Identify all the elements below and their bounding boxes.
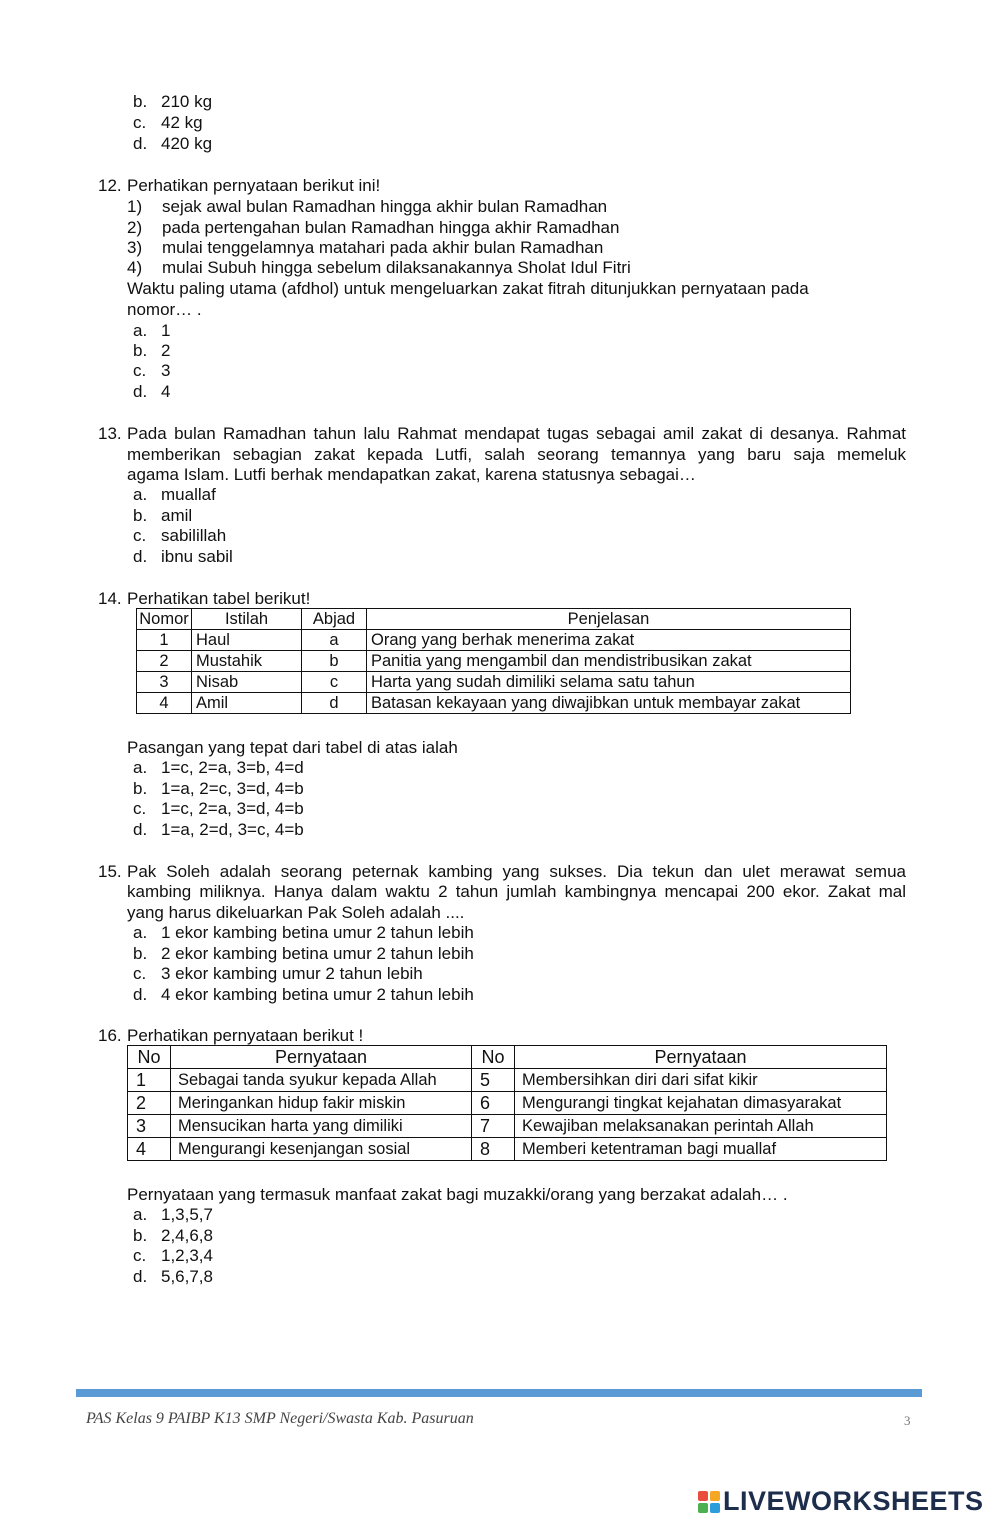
table-header-row xyxy=(137,609,851,630)
option-b[interactable]: b. 2 ekor kambing betina umur 2 tahun lebih xyxy=(133,944,474,963)
option-d[interactable]: d. 5,6,7,8 xyxy=(133,1267,213,1286)
option-d[interactable]: d. 1=a, 2=d, 3=c, 4=b xyxy=(133,820,304,839)
table-header: Penjelasan xyxy=(367,609,851,630)
liveworksheets-brand[interactable] xyxy=(698,1486,984,1517)
table-row: 2 Mustahik b Panitia yang mengambil dan mendistribusikan zakat xyxy=(137,651,851,672)
footer-divider xyxy=(76,1389,922,1397)
question-15-text: kambing miliknya. Hanya dalam waktu 2 tahun jumlah kambingnya mencapai 200 ekor. Zakat mal xyxy=(127,882,906,901)
option-c[interactable]: c. sabilillah xyxy=(133,526,227,545)
table-row: 4 Mengurangi kesenjangan sosial 8 Memberi ketentraman bagi muallaf xyxy=(128,1138,887,1161)
question-12-text: Waktu paling utama (afdhol) untuk mengeluarkan zakat fitrah ditunjukkan pernyataan pada xyxy=(127,279,809,298)
question-number: 13. xyxy=(98,424,122,443)
option-c[interactable]: c. 3 xyxy=(133,361,171,380)
option-c[interactable]: c. 1=c, 2=a, 3=d, 4=b xyxy=(133,799,304,818)
page-number: 3 xyxy=(904,1413,911,1428)
zakat-statements-table xyxy=(127,1045,887,1161)
question-number: 15. xyxy=(98,862,122,881)
question-12-intro: 12. Perhatikan pernyataan berikut ini! xyxy=(98,176,381,195)
table-header: Istilah xyxy=(192,609,302,630)
table-header: No xyxy=(128,1046,171,1069)
option-b[interactable]: b. 210 kg xyxy=(133,92,213,111)
option-b[interactable]: b. amil xyxy=(133,506,193,525)
option-b[interactable]: b. 2,4,6,8 xyxy=(133,1226,213,1245)
table-header-row xyxy=(128,1046,887,1069)
statement-item: 3) mulai tenggelamnya matahari pada akhir bulan Ramadhan xyxy=(127,238,604,257)
question-16-intro: 16. Perhatikan pernyataan berikut ! xyxy=(98,1026,364,1045)
option-a[interactable]: a. 1=c, 2=a, 3=b, 4=d xyxy=(133,758,304,777)
table-row: 3 Mensucikan harta yang dimiliki 7 Kewajiban melaksanakan perintah Allah xyxy=(128,1115,887,1138)
option-c[interactable]: c. 1,2,3,4 xyxy=(133,1246,213,1265)
table-row: 4 Amil d Batasan kekayaan yang diwajibkan untuk membayar zakat xyxy=(137,693,851,714)
option-d[interactable]: d. 4 ekor kambing betina umur 2 tahun lebih xyxy=(133,985,474,1004)
statement-item: 4) mulai Subuh hingga sebelum dilaksanakannya Sholat Idul Fitri xyxy=(127,258,631,277)
table-row: 1 Sebagai tanda syukur kepada Allah 5 Membersihkan diri dari sifat kikir xyxy=(128,1069,887,1092)
table-header: No xyxy=(472,1046,515,1069)
question-13-text: agama Islam. Lutfi berhak mendapatkan zakat, karena statusnya sebagai… xyxy=(127,465,696,484)
table-header: Pernyataan xyxy=(171,1046,472,1069)
question-15-text: yang harus dikeluarkan Pak Soleh adalah .... xyxy=(127,903,465,922)
question-14-intro: 14. Perhatikan tabel berikut! xyxy=(98,589,311,608)
table-row: 2 Meringankan hidup fakir miskin 6 Mengurangi tingkat kejahatan dimasyarakat xyxy=(128,1092,887,1115)
question-14-text: Pasangan yang tepat dari tabel di atas ialah xyxy=(127,738,458,757)
option-a[interactable]: a. 1 xyxy=(133,321,171,340)
footer-title: PAS Kelas 9 PAIBP K13 SMP Negeri/Swasta Kab. Pasuruan xyxy=(86,1410,474,1427)
question-15-text: Pak Soleh adalah seorang peternak kambing yang sukses. Dia tekun dan ulet merawat semua xyxy=(127,862,906,881)
question-13-text: memberikan sebagian zakat kepada Lutfi, salah seorang temannya yang baru saja memeluk xyxy=(127,445,906,464)
statement-item: 2) pada pertengahan bulan Ramadhan hingga akhir Ramadhan xyxy=(127,218,620,237)
option-d[interactable]: d. 4 xyxy=(133,382,171,401)
option-c[interactable]: c. 42 kg xyxy=(133,113,203,132)
option-a[interactable]: a. 1,3,5,7 xyxy=(133,1205,213,1224)
table-row: 1 Haul a Orang yang berhak menerima zakat xyxy=(137,630,851,651)
zakat-terms-table xyxy=(136,608,851,714)
statement-item: 1) sejak awal bulan Ramadhan hingga akhir bulan Ramadhan xyxy=(127,197,608,216)
table-row: 3 Nisab c Harta yang sudah dimiliki selama satu tahun xyxy=(137,672,851,693)
table-header: Abjad xyxy=(302,609,367,630)
table-header: Nomor xyxy=(137,609,192,630)
option-a[interactable]: a. muallaf xyxy=(133,485,216,504)
option-c[interactable]: c. 3 ekor kambing umur 2 tahun lebih xyxy=(133,964,423,983)
question-16-text: Pernyataan yang termasuk manfaat zakat bagi muzakki/orang yang berzakat adalah… . xyxy=(127,1185,788,1204)
option-b[interactable]: b. 2 xyxy=(133,341,171,360)
table-header: Pernyataan xyxy=(515,1046,887,1069)
option-d[interactable]: d. ibnu sabil xyxy=(133,547,233,566)
option-b[interactable]: b. 1=a, 2=c, 3=d, 4=b xyxy=(133,779,304,798)
option-a[interactable]: a. 1 ekor kambing betina umur 2 tahun lebih xyxy=(133,923,474,942)
option-d[interactable]: d. 420 kg xyxy=(133,134,213,153)
question-13-text: Pada bulan Ramadhan tahun lalu Rahmat mendapat tugas sebagai amil zakat di desanya. Rahmat xyxy=(127,424,906,443)
question-12-text: nomor… . xyxy=(127,300,202,319)
brand-name: LIVEWORKSHEETS xyxy=(723,1486,984,1516)
liveworksheets-logo-icon xyxy=(698,1491,720,1513)
